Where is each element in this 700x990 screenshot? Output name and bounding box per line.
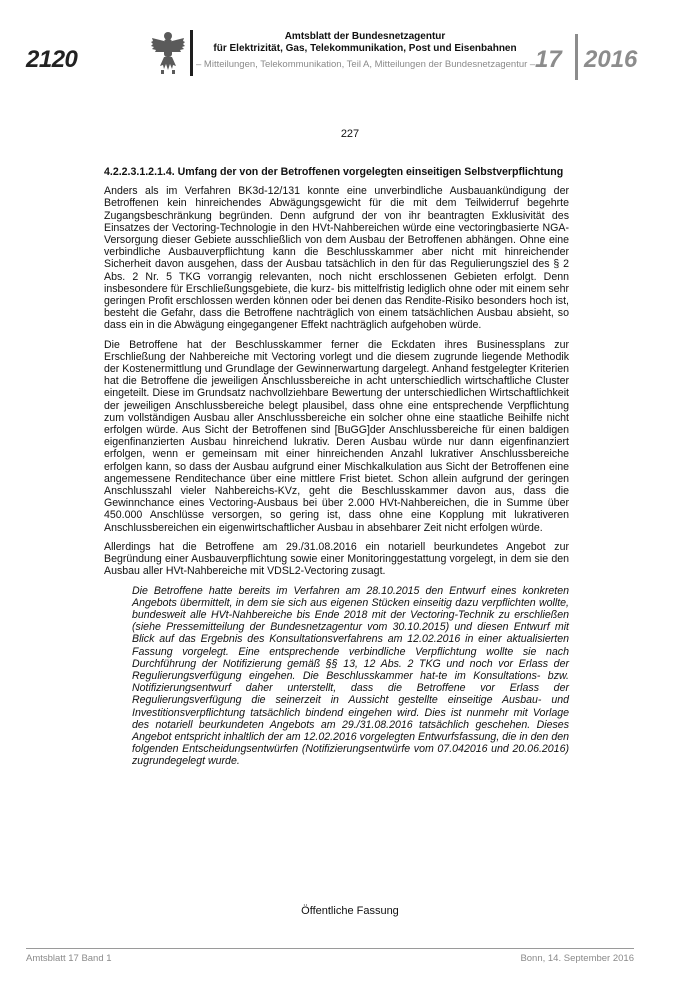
footer-volume: Amtsblatt 17 Band 1 bbox=[26, 953, 112, 964]
document-body bbox=[104, 166, 569, 768]
paragraph: Allerdings hat die Betroffene am 29./31.08.2016 ein notariell beurkundetes Angebot zur Begründung einer Ausbauverpflichtung sowie einer Monitoringgestattung vorgelegt, in dem sie den Ausbau aller HVt-Nahbereiche mit VDSL2-Vectoring zusagt. bbox=[104, 540, 569, 578]
paragraph: Anders als im Verfahren BK3d-12/131 konnte eine unverbindliche Ausbauankündigung der Betroffenen kein hinreichendes Abwägungsgewicht für die mit dem Teilwiderruf begehrte Zugangsbeschränkung begründen. Denn aufgrund der von ihr beantragten Exklusivität des Einsatzes der Vectoring-Technologie in den HVt-Nahbereichen würde eine vectoringbasierte NGA-Versorgung dieser Gebiete ausschließlich von dem Ausbau der Betroffenen abhängen. Ohne eine verbindliche Ausbauverpflichtung kann die Beschlusskammer aber nicht mit hinreichender Sicherheit davon ausgehen, dass der Ausbau tatsächlich in den für das Regulierungsziel des § 2 Abs. 2 Nr. 5 TKG vorrangig relevanten, noch nicht erschlossenen Gebieten erfolgt. Denn insbesondere für Erschließungsgebiete, die kurz- bis mittelfristig lediglich ohne oder mit einem sehr geringen Profit erschlossen werden können oder bei denen das Rendite-Risiko besonders hoch ist, besteht die Gefahr, dass die Betroffene nachträglich von einem tatsächlichen Ausbau absieht, so dass ein in die Abwägung eingegangener Effekt nachträglich aufgehoben würde. bbox=[104, 185, 569, 332]
issue-year: 2016 bbox=[584, 46, 638, 73]
publication-subtitle: für Elektrizität, Gas, Telekommunikation, Post und Eisenbahnen bbox=[213, 43, 517, 54]
footer-divider bbox=[26, 948, 634, 949]
section-heading: 4.2.2.3.1.2.1.4. Umfang der von der Betroffenen vorgelegten einseitigen Selbstverpflichtung bbox=[104, 166, 564, 178]
quoted-passage: Die Betroffene hatte bereits im Verfahren am 28.10.2015 den Entwurf eines konkreten Angebots übermittelt, in dem sie sich aus eigenen Stücken einseitig dazu verpflichten wollte, bundesweit alle HVt-Nahbereiche bis Ende 2018 mit der Vectoring-Technik zu erschließen (siehe Pressemitteilung der Bundesnetzagentur vom 30.10.2015) und diesen Entwurf mit Blick auf das Ergebnis des Konsultationsverfahrens am 12.02.2016 in einer aktualisierten Fassung vorgelegt. Eine entsprechende verbindliche Verpflichtung wollte sie nach Durchführung der Notifizierung gemäß §§ 13, 12 Abs. 2 TKG und noch vor Erlass der Regulierungsverfügung eingehen. Die Beschlusskammer hat-te im Konsultations- bzw. Notifizierungsentwurf daher unterstellt, dass die Betroffene vor Erlass der Regulierungsverfügung die seinerzeit in Aussicht gestellte einseitige Ausbau- und Investitionsverpflichtung tatsächlich bindend eingehen wird. Dies ist nunmehr mit Vorlage des notariell beurkundeten Angebots am 29./31.08.2016 tatsächlich geschehen. Dieses Angebot entspricht inhaltlich der am 12.02.2016 vorgelegten Entwurfsfassung, die in den den folgenden Entscheidungsentwürfen (Notifizierungsentwürfe vom 07.042016 und 20.06.2016) zugrundegelegt wurde. bbox=[132, 584, 569, 768]
federal-eagle-icon bbox=[150, 30, 186, 76]
issue-number: 17 bbox=[535, 46, 562, 73]
section-line: – Mitteilungen, Telekommunikation, Teil A, Mitteilungen der Bundesnetzagentur – bbox=[196, 59, 536, 70]
paragraph: Die Betroffene hat der Beschlusskammer ferner die Eckdaten ihres Businessplans zur Erschließung der Nahbereiche mit Vectoring vorlegt und die diesem zugrunde liegende Methodik der Kostenermittlung und Grundlage der Gewinnerwartung dargelegt. Anhand festgelegter Kriterien hat die Betroffene die jeweiligen Anschlussbereiche in acht unterschiedlich wirtschaftliche Cluster eingeteilt. Diese im Grundsatz nachvollziehbare Bewertung der unterschiedlichen Wirtschaftlichkeit der jeweiligen Anschlussbereiche belegt plausibel, dass ohne eine entsprechende Verpflichtung zum vollständigen Ausbau aller Anschlussbereiche ein solcher ohne eine staatliche Beihilfe nicht erfolgen würde. Aus Sicht der Betroffenen sind [BuGG]der Anschlussbereiche für einen baldigen eigenfinanzierten Ausbau hinreichend lukrativ. Deren Ausbau würde nur dann eigenfinanziert erfolgen, wenn er gemeinsam mit einer hinreichenden Anzahl lukrativer Anschlussbereiche erfolgen kann, so dass der Ausbau aufgrund einer Mischkalkulation aus Sicht der Betroffenen eine angemessene Renditechance über eine mittlere Frist bietet. Schon allein aufgrund der geringen Anschlusszahl vieler Nahbereichs-KVz, geht die Beschlusskammer davon aus, dass die Gewinnchance eines Vectoring-Ausbaus bei über 2.000 HVt-Nahbereichen, die in Summe über 450.000 Anschlüsse versorgen, so gering ist, dass ohne eine Kopplung mit lukrativeren Anschlussbereichen ein eigenwirtschaftlicher Ausbau in absehbarer Zeit nicht erfolgen würde. bbox=[104, 338, 569, 534]
document-page-number: 227 bbox=[340, 128, 360, 140]
page-number: 2120 bbox=[26, 46, 78, 73]
issue-divider bbox=[575, 34, 578, 80]
public-version-label: Öffentliche Fassung bbox=[301, 905, 399, 917]
footer-date: Bonn, 14. September 2016 bbox=[520, 953, 634, 964]
publication-title: Amtsblatt der Bundesnetzagentur bbox=[284, 31, 446, 42]
header-divider bbox=[190, 30, 193, 76]
